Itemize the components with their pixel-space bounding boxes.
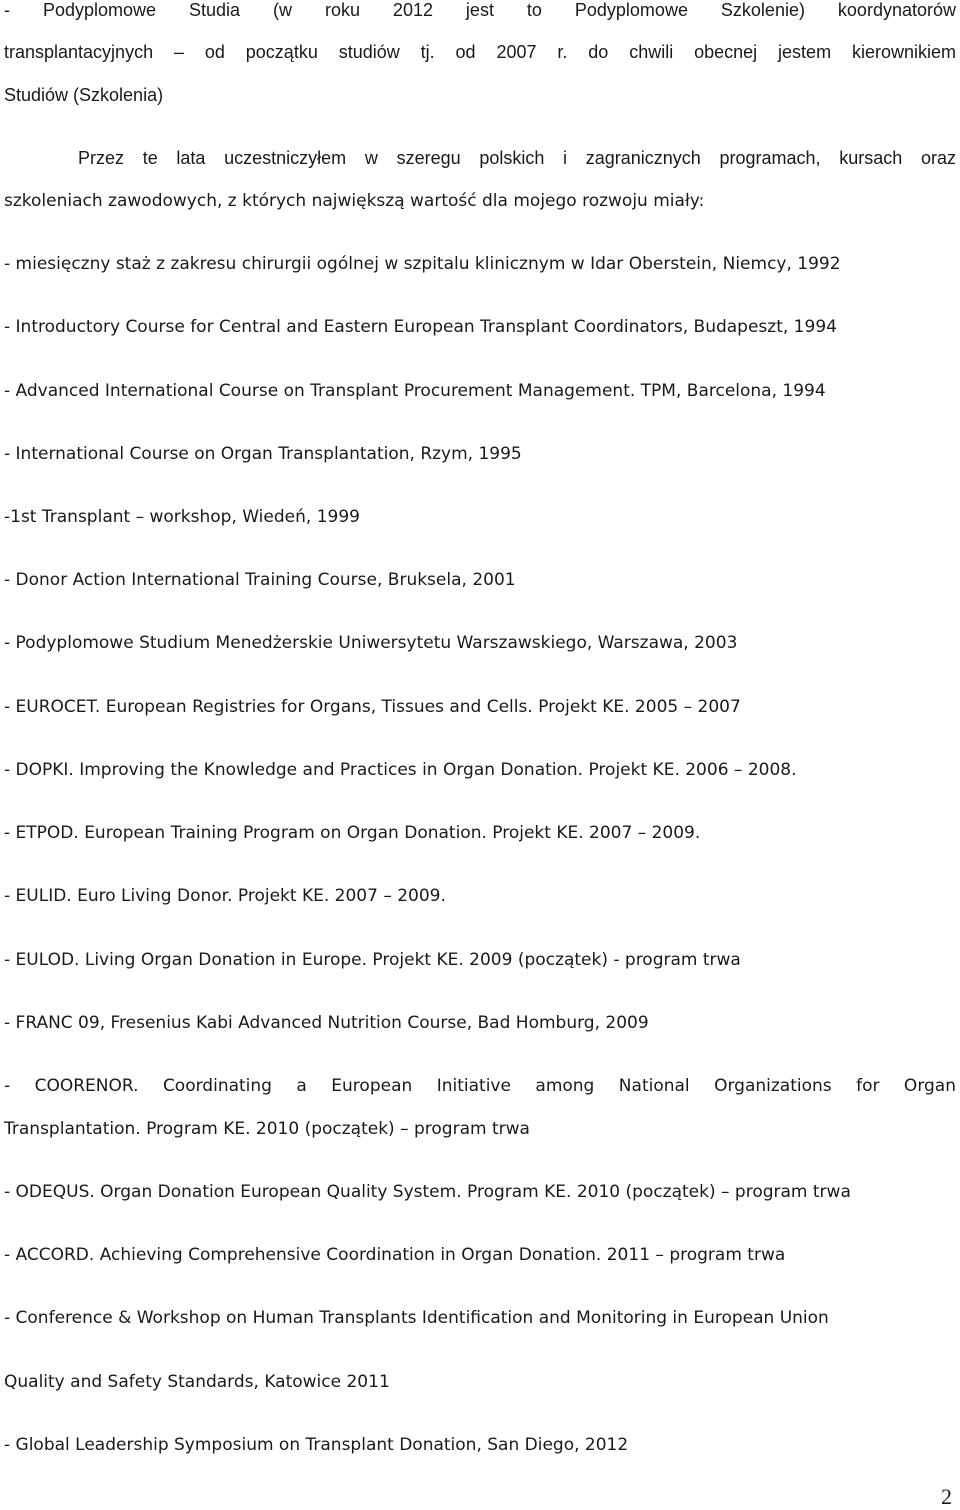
list-item: - Conference & Workshop on Human Transplants Identification and Monitoring in European Union — [4, 1308, 829, 1328]
list-item: - Donor Action International Training Course, Bruksela, 2001 — [4, 570, 516, 590]
paragraph-line-1: Przez te lata uczestniczyłem w szeregu polskich i zagranicznych programach, kursach oraz — [78, 148, 956, 168]
list-item: - ODEQUS. Organ Donation European Quality System. Program KE. 2010 (początek) – program trwa — [4, 1182, 851, 1202]
intro-line-2: transplantacyjnych – od początku studiów tj. od 2007 r. do chwili obecnej jestem kierownikiem — [4, 42, 956, 62]
list-item: - FRANC 09, Fresenius Kabi Advanced Nutrition Course, Bad Homburg, 2009 — [4, 1013, 649, 1033]
list-item: - Advanced International Course on Transplant Procurement Management. TPM, Barcelona, 1994 — [4, 381, 826, 401]
list-item: - EUROCET. European Registries for Organs, Tissues and Cells. Projekt KE. 2005 – 2007 — [4, 697, 741, 717]
list-item: - EULOD. Living Organ Donation in Europe. Projekt KE. 2009 (początek) - program trwa — [4, 950, 741, 970]
list-item: - COORENOR. Coordinating a European Initiative among National Organizations for Organ — [4, 1076, 956, 1096]
list-item: - International Course on Organ Transplantation, Rzym, 1995 — [4, 444, 522, 464]
intro-line-1: - Podyplomowe Studia (w roku 2012 jest to Podyplomowe Szkolenie) koordynatorów — [4, 0, 956, 20]
list-item: - Podyplomowe Studium Menedżerskie Uniwersytetu Warszawskiego, Warszawa, 2003 — [4, 633, 738, 653]
list-item: - Global Leadership Symposium on Transplant Donation, San Diego, 2012 — [4, 1435, 629, 1455]
intro-line-3: Studiów (Szkolenia) — [4, 85, 164, 105]
list-item: - miesięczny staż z zakresu chirurgii ogólnej w szpitalu klinicznym w Idar Oberstein, Niemcy, 1992 — [4, 254, 841, 274]
list-item: - EULID. Euro Living Donor. Projekt KE. 2007 – 2009. — [4, 886, 446, 906]
list-item: - ETPOD. European Training Program on Organ Donation. Projekt KE. 2007 – 2009. — [4, 823, 701, 843]
list-item: - Introductory Course for Central and Eastern European Transplant Coordinators, Budapeszt, 1994 — [4, 317, 837, 337]
page-number: 2 — [941, 1484, 952, 1509]
paragraph-line-2: szkoleniach zawodowych, z których największą wartość dla mojego rozwoju miały: — [4, 191, 705, 211]
list-item: - ACCORD. Achieving Comprehensive Coordination in Organ Donation. 2011 – program trwa — [4, 1245, 786, 1265]
list-item-continuation: Transplantation. Program KE. 2010 (początek) – program trwa — [4, 1119, 530, 1139]
list-item: - DOPKI. Improving the Knowledge and Practices in Organ Donation. Projekt KE. 2006 – 2008. — [4, 760, 797, 780]
list-item-continuation: Quality and Safety Standards, Katowice 2011 — [4, 1372, 390, 1392]
list-item: -1st Transplant – workshop, Wiedeń, 1999 — [4, 507, 360, 527]
